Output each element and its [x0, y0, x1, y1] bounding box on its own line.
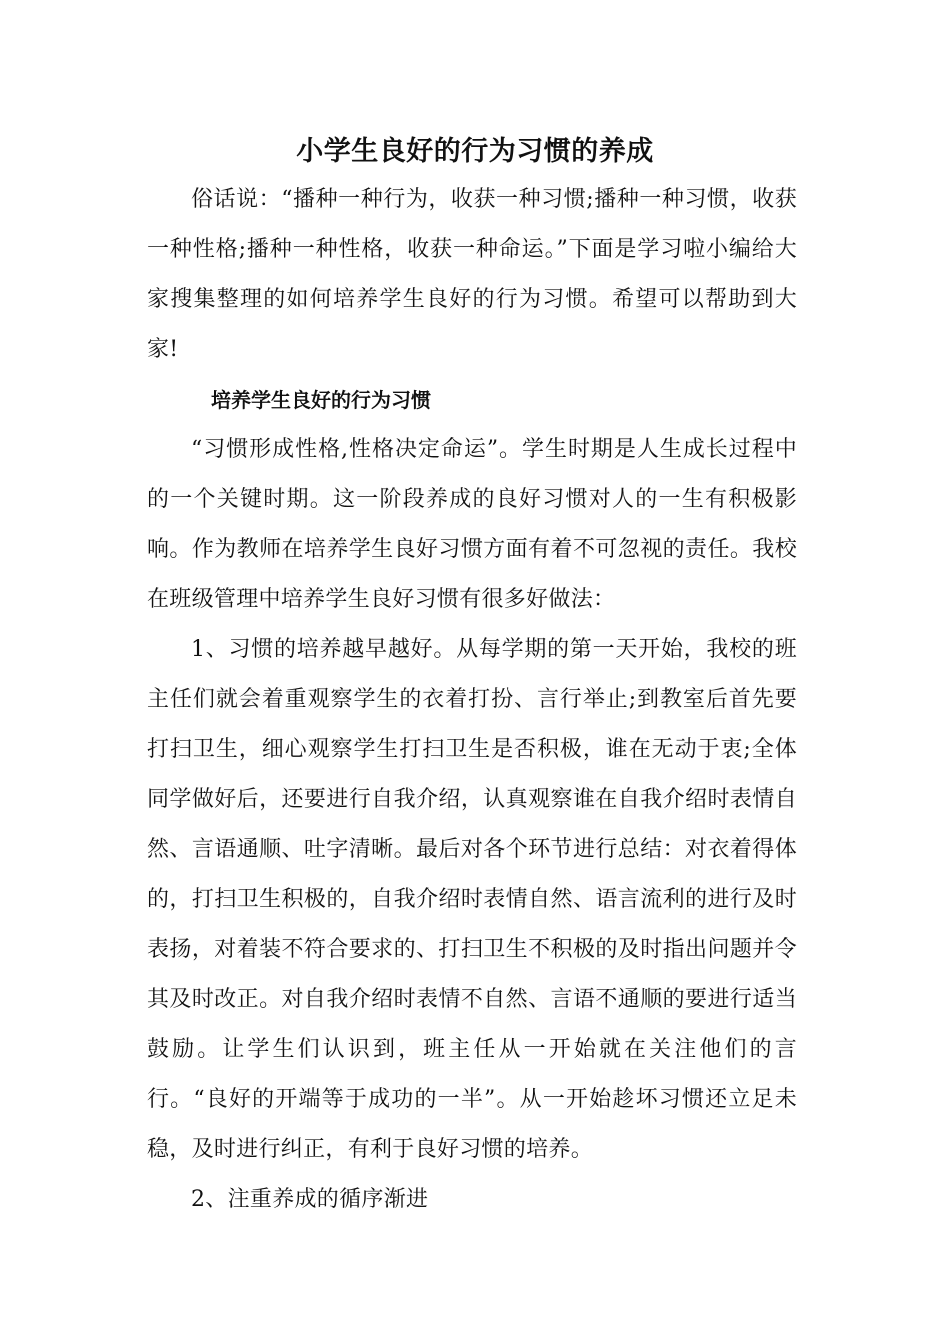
document-title: 小学生良好的行为习惯的养成 — [296, 136, 654, 167]
body-paragraph-3: 2、注重养成的循序渐进 — [191, 1187, 429, 1212]
body-paragraph-2: 1、习惯的培养越早越好。从每学期的第一天开始，我校的班主任们就会着重观察学生的衣着打扮、言行举止;到教室后首先要打扫卫生，细心观察学生打扫卫生是否积极，谁在无动于衷;全体同学做好后，还要进行自我介绍，认真观察谁在自我介绍时表情自然、言语通顺、吐字清晰。最后对各个环节进行总结：对衣着得体的，打扫卫生积极的，自我介绍时表情自然、语言流利的进行及时表扬，对着装不符合要求的、打扫卫生不积极的及时指出问题并令其及时改正。对自我介绍时表情不自然、言语不通顺的要进行适当鼓励。让学生们认识到，班主任从一开始就在关注他们的言行。“良好的开端等于成功的一半”。从一开始趁坏习惯还立足未稳，及时进行纠正，有利于良好习惯的培养。 — [147, 637, 797, 1162]
intro-paragraph: 俗话说：“播种一种行为，收获一种习惯;播种一种习惯，收获一种性格;播种一种性格，收获一种命运。”下面是学习啦小编给大家搜集整理的如何培养学生良好的行为习惯。希望可以帮助到大家! — [147, 187, 797, 362]
document-body — [147, 175, 797, 1225]
section-heading: 培养学生良好的行为习惯 — [211, 388, 431, 412]
body-paragraph-1: “习惯形成性格,性格决定命运”。学生时期是人生成长过程中的一个关键时期。这一阶段养成的良好习惯对人的一生有积极影响。作为教师在培养学生良好习惯方面有着不可忽视的责任。我校在班级管理中培养学生良好习惯有很多好做法： — [147, 437, 797, 612]
